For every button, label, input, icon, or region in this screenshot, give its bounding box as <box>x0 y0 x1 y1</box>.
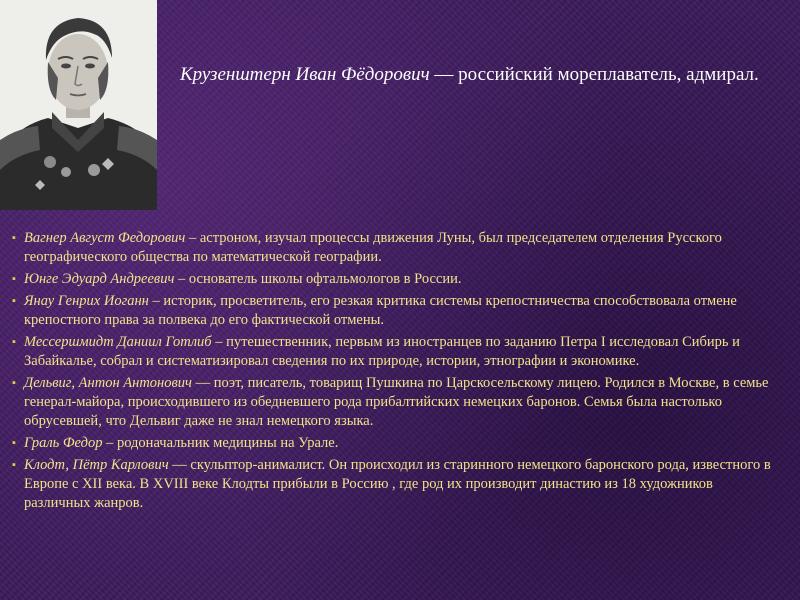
biography-list <box>12 229 782 516</box>
person-name: Дельвиг, Антон Антонович <box>24 375 192 391</box>
person-description: – путешественник, первым из иностранцев по заданию Петра I исследовал Сибирь и Забайкалье, собрал и систематизировал сведения по их природе, истории, этнографии и экономике. <box>24 334 740 369</box>
list-item <box>12 456 782 513</box>
title-name: Крузенштерн Иван Фёдорович <box>180 64 430 85</box>
list-item <box>12 434 782 453</box>
list-item <box>12 292 782 330</box>
title-description: — российский мореплаватель, адмирал. <box>429 64 759 85</box>
bullet-icon: ▪ <box>12 336 16 348</box>
portrait-image <box>0 0 157 210</box>
person-description: – родоначальник медицины на Урале. <box>102 435 339 451</box>
person-description: — поэт, писатель, товарищ Пушкина по Царскосельскому лицею. Родился в Москве, в семье генерал-майора, происходившего из обедневшего рода прибалтийских немецких баронов. Семья была настолько обрусевшей, что Дельвиг даже не знал немецкого языка. <box>24 375 769 429</box>
person-name: Клодт, Пётр Карлович <box>24 457 169 473</box>
person-name: Граль Федор <box>24 435 103 451</box>
list-item <box>12 333 782 371</box>
person-description: – историк, просветитель, его резкая критика системы крепостничества способствовала отмене крепостного права за полвека до его фактической отмены. <box>24 293 737 328</box>
person-name: Мессершмидт Даниил Готлиб <box>24 334 212 350</box>
list-item <box>12 374 782 431</box>
person-name: Вагнер Август Федорович <box>24 230 186 246</box>
admiral-portrait <box>0 0 157 210</box>
bullet-icon: ▪ <box>12 437 16 449</box>
bullet-icon: ▪ <box>12 232 16 244</box>
bullet-icon: ▪ <box>12 295 16 307</box>
list-item <box>12 270 782 289</box>
person-description: – астроном, изучал процессы движения Луны, был председателем отделения Русского географического общества по математической географии. <box>24 230 722 265</box>
bullet-icon: ▪ <box>12 377 16 389</box>
slide-title <box>180 62 780 87</box>
person-description: — скульптор-анималист. Он происходил из старинного немецкого баронского рода, известного в Европе с XII века. В XVIII веке Клодты прибыли в Россию , где род их производит династию из 18 художников различных жанров. <box>24 457 771 511</box>
person-name: Юнге Эдуард Андреевич <box>24 271 175 287</box>
person-description: – основатель школы офтальмологов в России. <box>174 271 462 287</box>
bullet-icon: ▪ <box>12 459 16 471</box>
bullet-icon: ▪ <box>12 273 16 285</box>
list-item <box>12 229 782 267</box>
person-name: Янау Генрих Иоганн <box>24 293 149 309</box>
